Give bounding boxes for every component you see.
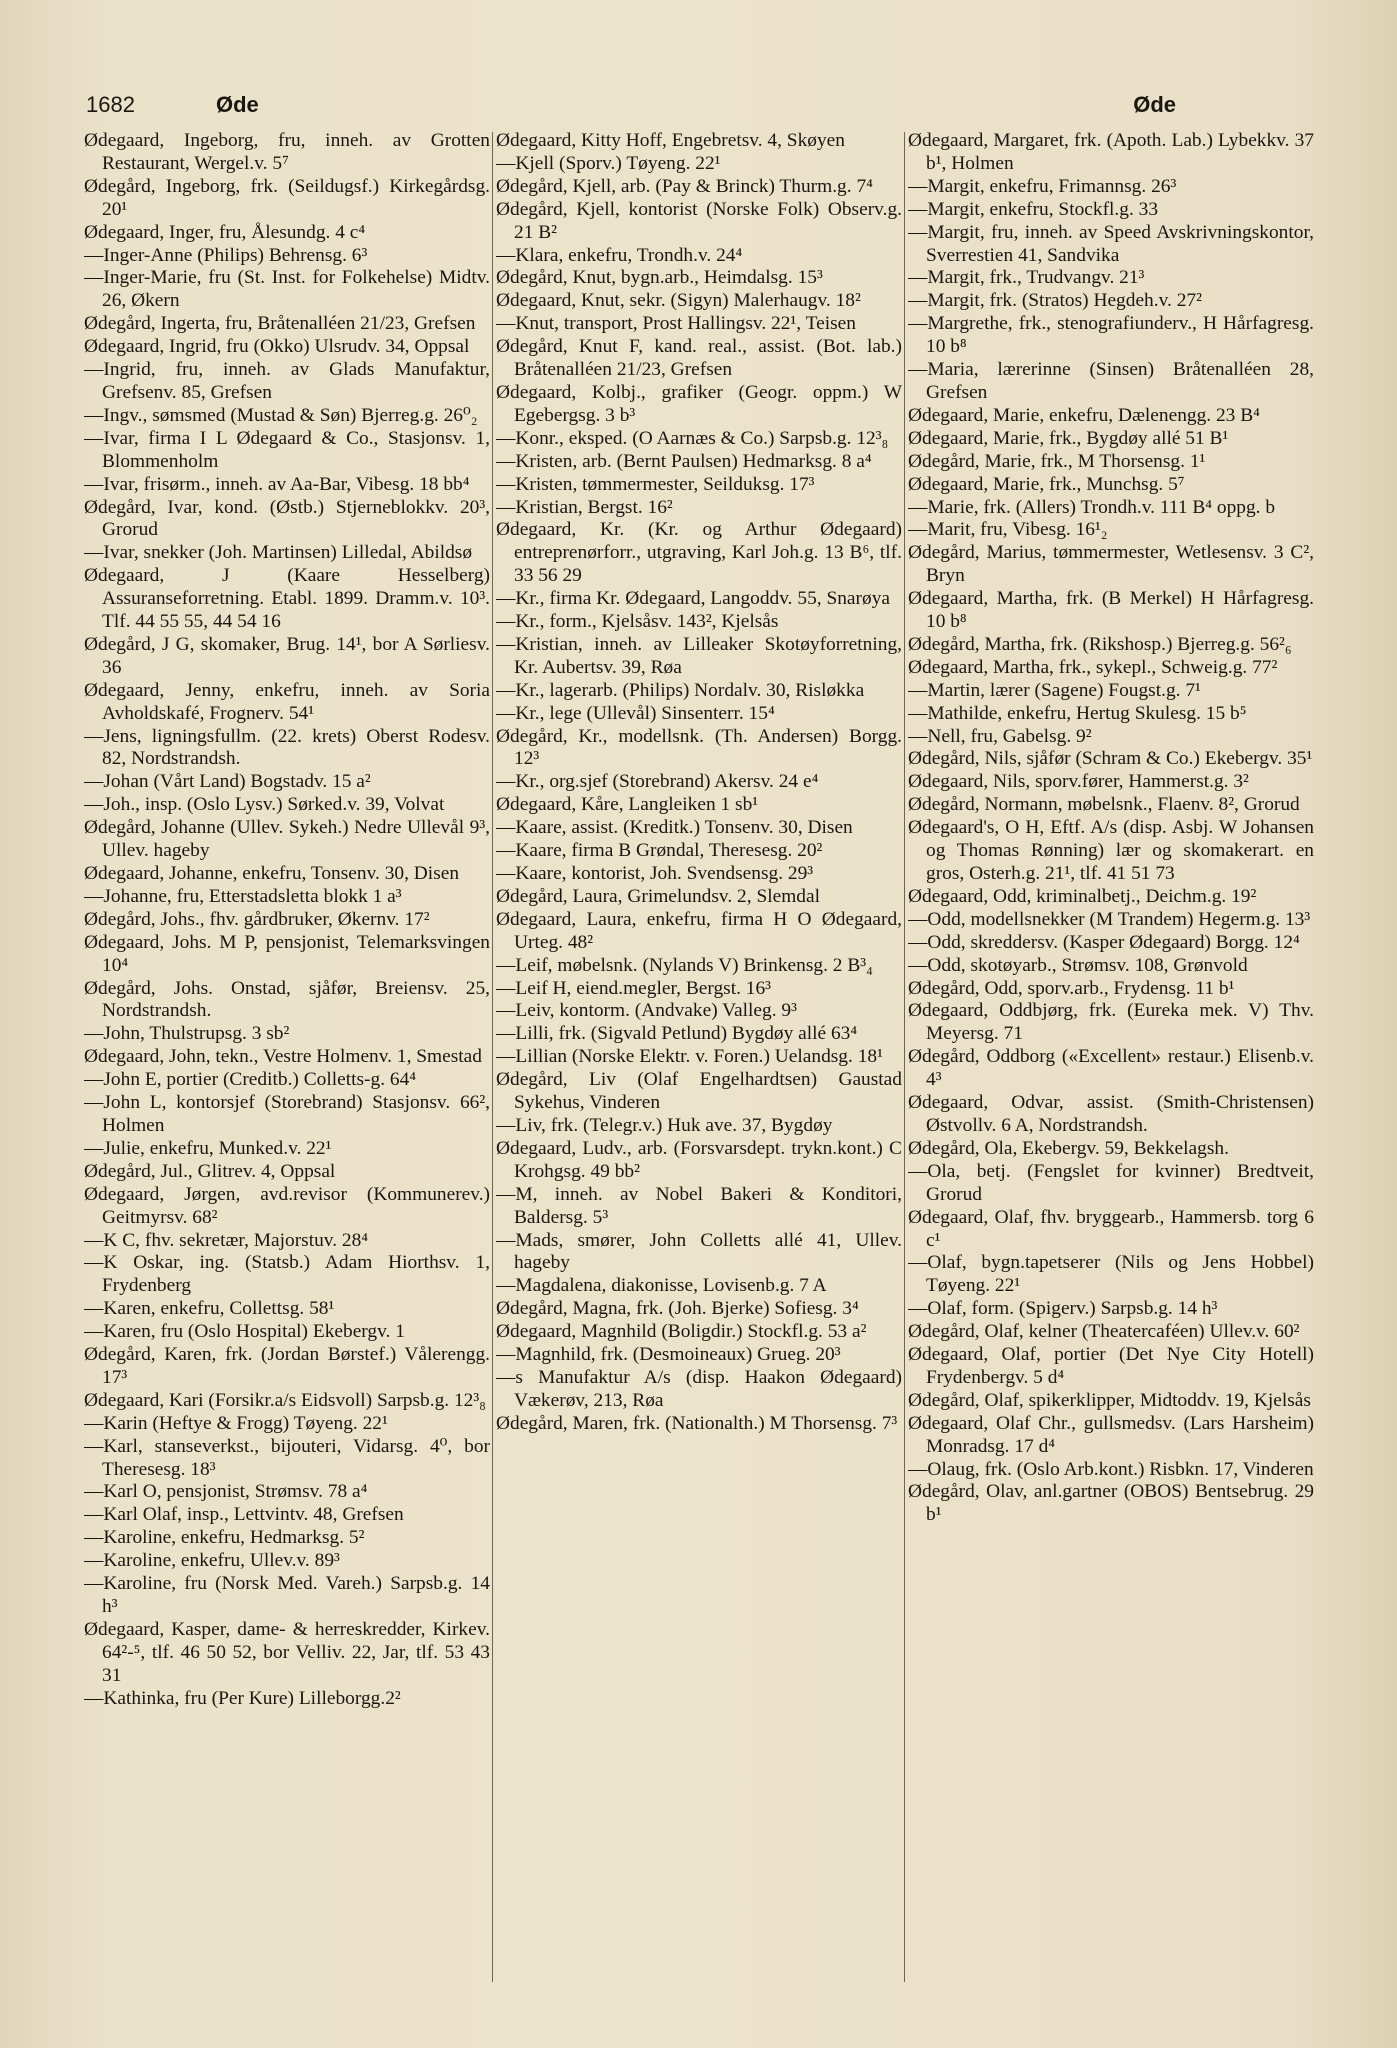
directory-entry: Ødegård, Nils, sjåfør (Schram & Co.) Ekebergv. 35¹ [908, 748, 1313, 770]
directory-entry: —Liv, frk. (Telegr.v.) Huk ave. 37, Bygdøy [496, 1114, 833, 1136]
page-number: 1682 [86, 92, 135, 117]
directory-entry: —Marit, fru, Vibesg. 16¹₂ [908, 519, 1108, 541]
directory-entry: —Ingv., sømsmed (Mustad & Søn) Bjerreg.g. 26⁰₂ [84, 404, 478, 426]
directory-entry: Ødegård, Johs., fhv. gårdbruker, Økernv. 17² [84, 908, 430, 930]
directory-entry: —Leif, møbelsnk. (Nylands V) Brinkensg. 2 B³₄ [496, 954, 873, 976]
directory-entry: Ødegaard, Kolbj., grafiker (Geogr. oppm.) W Egebergsg. 3 b³ [496, 381, 902, 426]
directory-entry: —Margit, enkefru, Stockfl.g. 33 [908, 198, 1159, 220]
directory-entry: —Nell, fru, Gabelsg. 9² [908, 725, 1092, 747]
directory-entry: —Odd, skreddersv. (Kasper Ødegaard) Borgg. 12⁴ [908, 931, 1300, 953]
directory-entry: —Ivar, frisørm., inneh. av Aa-Bar, Vibesg. 18 bb⁴ [84, 473, 470, 495]
directory-entry: —Karl, stanseverkst., bijouteri, Vidarsg. 4⁰, bor Theresesg. 18³ [84, 1435, 490, 1480]
directory-entry: —Kristian, Bergst. 16² [496, 496, 673, 518]
directory-entry: Ødegård, Olaf, spikerklipper, Midtoddv. 19, Kjelsås [908, 1389, 1311, 1411]
directory-entry: —Karoline, enkefru, Hedmarksg. 5² [84, 1527, 365, 1549]
directory-entry: —Kr., firma Kr. Ødegaard, Langoddv. 55, Snarøya [496, 588, 890, 610]
directory-entry: —Lilli, frk. (Sigvald Petlund) Bygdøy allé 63⁴ [496, 1023, 858, 1045]
directory-entry: —Ivar, firma I L Ødegaard & Co., Stasjonsv. 1, Blommenholm [84, 427, 490, 472]
directory-entry: Ødegaard, Marie, frk., Bygdøy allé 51 B¹ [908, 427, 1229, 449]
directory-entry: Ødegaard's, O H, Eftf. A/s (disp. Asbj. W Johansen og Thomas Rønning) lær og skomakerart. en gros, Osterh.g. 21¹, tlf. 41 51 73 [908, 817, 1314, 884]
directory-entry: Ødegaard, Kari (Forsikr.a/s Eidsvoll) Sarpsb.g. 12³₈ [84, 1389, 486, 1411]
directory-entry: Ødegaard, J (Kaare Hesselberg) Assuranseforretning. Etabl. 1899. Dramm.v. 10³. Tlf. 44 55 55, 44 54 16 [84, 565, 490, 633]
directory-entry: Ødegaard, Johanne, enkefru, Tonsenv. 30, Disen [84, 863, 460, 884]
directory-entry: —Karin (Heftye & Frogg) Tøyeng. 22¹ [84, 1412, 388, 1434]
directory-entry: —Magdalena, diakonisse, Lovisenb.g. 7 A [496, 1275, 827, 1297]
directory-entry: Ødegaard, Kitty Hoff, Engebretsv. 4, Skøyen [496, 130, 845, 151]
directory-entry: Ødegaard, Marie, frk., Munchsg. 5⁷ [908, 473, 1185, 495]
directory-entry: Ødegård, Ingeborg, frk. (Seildugsf.) Kirkegårdsg. 20¹ [84, 175, 490, 220]
directory-entry: —Martin, lærer (Sagene) Fougst.g. 7¹ [908, 679, 1201, 701]
directory-entry: Ødegård, Olav, anl.gartner (OBOS) Bentsebrug. 29 b¹ [908, 1481, 1314, 1526]
directory-entry: Ødegaard, Nils, sporv.fører, Hammerst.g. 3² [908, 771, 1249, 793]
directory-entry: Ødegård, Karen, frk. (Jordan Børstef.) Vålerengg. 17³ [84, 1344, 490, 1388]
directory-entry: —Konr., eksped. (O Aarnæs & Co.) Sarpsb.g. 12³₈ [496, 427, 889, 449]
directory-entry: —Julie, enkefru, Munked.v. 22¹ [84, 1137, 332, 1159]
directory-entry: —Kristen, arb. (Bernt Paulsen) Hedmarksg. 8 a⁴ [496, 450, 872, 472]
directory-entry: —Kr., lege (Ullevål) Sinsenterr. 15⁴ [496, 702, 775, 724]
directory-entry: Ødegaard, John, tekn., Vestre Holmenv. 1, Smestad [84, 1046, 482, 1068]
directory-entry: Ødegaard, Inger, fru, Ålesundg. 4 c⁴ [84, 221, 366, 243]
headword-left: Øde [216, 92, 259, 117]
directory-entry: Ødegaard, Ludv., arb. (Forsvarsdept. trykn.kont.) C Krohgsg. 49 bb² [496, 1137, 902, 1182]
directory-entry: —Leif H, eiend.megler, Bergst. 16³ [496, 977, 771, 999]
directory-entry: Ødegaard, Kåre, Langleiken 1 sb¹ [496, 794, 759, 816]
directory-entry: Ødegård, Johs. Onstad, sjåfør, Breiensv. 25, Nordstrandsh. [84, 977, 490, 1022]
directory-entry: Ødegård, Laura, Grimelundsv. 2, Slemdal [496, 885, 820, 907]
directory-entry: —Marie, frk. (Allers) Trondh.v. 111 B⁴ oppg. b [908, 496, 1276, 518]
directory-entry: Ødegaard, Martha, frk. (B Merkel) H Hårfagresg. 10 b⁸ [908, 588, 1314, 633]
directory-entry: —Kaare, kontorist, Joh. Svendsensg. 29³ [496, 863, 814, 884]
directory-entry: —Margrethe, frk., stenografiunderv., H Hårfagresg. 10 b⁸ [908, 313, 1314, 358]
directory-entry: —Johanne, fru, Etterstadsletta blokk 1 a³ [84, 885, 402, 907]
directory-entry: Ødegård, Kjell, arb. (Pay & Brinck) Thurm.g. 7⁴ [496, 175, 873, 197]
directory-entry: —Karoline, fru (Norsk Med. Vareh.) Sarpsb.g. 14 h³ [84, 1573, 490, 1617]
directory-entry: —Margit, frk., Trudvangv. 21³ [908, 267, 1145, 289]
directory-entry: Ødegård, Olaf, kelner (Theatercaféen) Ullev.v. 60² [908, 1321, 1300, 1343]
directory-entry: Ødegård, Jul., Glitrev. 4, Oppsal [84, 1160, 336, 1182]
directory-entry: —Klara, enkefru, Trondh.v. 24⁴ [496, 244, 743, 266]
directory-entry: —Karl O, pensjonist, Strømsv. 78 a⁴ [84, 1481, 368, 1503]
directory-entry: Ødegård, Kr., modellsnk. (Th. Andersen) Borgg. 12³ [496, 725, 902, 770]
directory-entry: —Karen, enkefru, Collettsg. 58¹ [84, 1298, 335, 1320]
directory-entry: —K Oskar, ing. (Statsb.) Adam Hiorthsv. 1, Frydenberg [84, 1252, 490, 1297]
directory-entry: —Lillian (Norske Elektr. v. Foren.) Uelandsg. 18¹ [496, 1046, 883, 1068]
directory-entry: Ødegaard, Ingeborg, fru, inneh. av Grotten Restaurant, Wergel.v. 5⁷ [84, 130, 490, 174]
directory-entry: —Inger-Anne (Philips) Behrensg. 6³ [84, 244, 368, 266]
directory-entry: —Kjell (Sporv.) Tøyeng. 22¹ [496, 152, 721, 174]
directory-entry: —Leiv, kontorm. (Andvake) Valleg. 9³ [496, 1000, 797, 1022]
directory-entry: —Jens, ligningsfullm. (22. krets) Oberst Rodesv. 82, Nordstrandsh. [84, 725, 490, 770]
directory-entry: Ødegård, Knut, bygn.arb., Heimdalsg. 15³ [496, 267, 823, 289]
directory-entry: —Ola, betj. (Fengslet for kvinner) Bredtveit, Grorud [908, 1160, 1314, 1205]
directory-entry: —Magnhild, frk. (Desmoineaux) Grueg. 20³ [496, 1344, 841, 1366]
directory-entry: —John, Thulstrupsg. 3 sb² [84, 1023, 290, 1045]
directory-entry: Ødegaard, Johs. M P, pensjonist, Telemarksvingen 10⁴ [84, 931, 490, 976]
directory-entry: Ødegaard, Jenny, enkefru, inneh. av Soria Avholdskafé, Frognerv. 54¹ [84, 679, 490, 724]
directory-entry: —John E, portier (Creditb.) Colletts-g. 64⁴ [84, 1069, 417, 1091]
directory-entry: —Kristen, tømmermester, Seilduksg. 17³ [496, 473, 815, 495]
directory-entry: —Olaug, frk. (Oslo Arb.kont.) Risbkn. 17, Vinderen [908, 1458, 1314, 1480]
directory-entry: —Mads, smører, John Colletts allé 41, Ullev. hageby [496, 1229, 902, 1274]
directory-entry: —Olaf, bygn.tapetserer (Nils og Jens Hobbel) Tøyeng. 22¹ [908, 1252, 1314, 1297]
directory-entry: —Margit, fru, inneh. av Speed Avskrivningskontor, Sverrestien 41, Sandvika [908, 221, 1314, 266]
directory-entry: Ødegaard, Jørgen, avd.revisor (Kommunerev.) Geitmyrsv. 68² [84, 1183, 490, 1228]
directory-entry: Ødegård, Maren, frk. (Nationalth.) M Thorsensg. 7³ [496, 1412, 898, 1434]
directory-entry: —Odd, modellsnekker (M Trandem) Hegerm.g. 13³ [908, 908, 1311, 930]
directory-entry: —Kr., form., Kjelsåsv. 143², Kjelsås [496, 611, 779, 633]
directory-entry: —Karoline, enkefru, Ullev.v. 89³ [84, 1550, 340, 1572]
directory-entry: Ødegaard, Oddbjørg, frk. (Eureka mek. V) Thv. Meyersg. 71 [908, 1000, 1314, 1045]
directory-entry: Ødegård, Knut F, kand. real., assist. (Bot. lab.) Bråtenalléen 21/23, Grefsen [496, 336, 902, 381]
directory-entry: —Inger-Marie, fru (St. Inst. for Folkehelse) Midtv. 26, Økern [84, 267, 490, 312]
directory-entry: —Ivar, snekker (Joh. Martinsen) Lilledal, Abildsø [84, 542, 473, 564]
directory-entry: —Kr., org.sjef (Storebrand) Akersv. 24 e⁴ [496, 771, 819, 793]
directory-entry: Ødegaard, Laura, enkefru, firma H O Ødegaard, Urteg. 48² [496, 908, 902, 953]
directory-entry: Ødegaard, Marie, enkefru, Dælenengg. 23 B⁴ [908, 404, 1260, 426]
directory-entry: —Olaf, form. (Spigerv.) Sarpsb.g. 14 h³ [908, 1298, 1218, 1320]
directory-entry: Ødegaard, Margaret, frk. (Apoth. Lab.) Lybekkv. 37 b¹, Holmen [908, 130, 1314, 174]
directory-entry: —Kaare, assist. (Kreditk.) Tonsenv. 30, Disen [496, 817, 853, 839]
directory-entry: —Ingrid, fru, inneh. av Glads Manufaktur, Grefsenv. 85, Grefsen [84, 359, 490, 403]
directory-entry: Ødegård, Liv (Olaf Engelhardtsen) Gaustad Sykehus, Vinderen [496, 1069, 902, 1114]
directory-entry: Ødegaard, Odd, kriminalbetj., Deichm.g. 19² [908, 885, 1257, 907]
column-3 [908, 130, 1314, 1990]
directory-entry: —Joh., insp. (Oslo Lysv.) Sørked.v. 39, Volvat [84, 794, 445, 816]
directory-entry: —K C, fhv. sekretær, Majorstuv. 28⁴ [84, 1229, 369, 1251]
directory-entry: —Johan (Vårt Land) Bogstadv. 15 a² [84, 771, 371, 793]
directory-entry: Ødegaard, Olaf, fhv. bryggearb., Hammersb. torg 6 c¹ [908, 1206, 1314, 1251]
directory-entry: —Odd, skotøyarb., Strømsv. 108, Grønvold [908, 954, 1248, 976]
column-1 [84, 130, 490, 1990]
directory-entry: Ødegård, Kjell, kontorist (Norske Folk) Observ.g. 21 B² [496, 198, 902, 243]
directory-entry: Ødegaard, Martha, frk., sykepl., Schweig.g. 77² [908, 656, 1278, 678]
directory-entry: —Margit, enkefru, Frimannsg. 26³ [908, 175, 1177, 197]
directory-entry: —Kr., lagerarb. (Philips) Nordalv. 30, Risløkka [496, 679, 865, 701]
directory-entry: Ødegård, Martha, frk. (Rikshosp.) Bjerreg.g. 56²₆ [908, 633, 1292, 655]
directory-entry: Ødegård, Ivar, kond. (Østb.) Stjerneblokkv. 20³, Grorud [84, 496, 490, 541]
entry-columns [84, 130, 1314, 1990]
directory-entry: Ødegård, Magna, frk. (Joh. Bjerke) Sofiesg. 3⁴ [496, 1298, 859, 1320]
directory-entry: Ødegaard, Knut, sekr. (Sigyn) Malerhaugv. 18² [496, 290, 861, 312]
directory-entry: Ødegård, Ingerta, fru, Bråtenalléen 21/23, Grefsen [84, 313, 476, 335]
directory-entry: —Kathinka, fru (Per Kure) Lilleborgg.2² [84, 1687, 401, 1709]
directory-entry: Ødegaard, Olaf Chr., gullsmedsv. (Lars Harsheim) Monradsg. 17 d⁴ [908, 1412, 1314, 1457]
directory-entry: Ødegård, Ola, Ekebergv. 59, Bekkelagsh. [908, 1137, 1229, 1159]
directory-entry: Ødegaard, Kr. (Kr. og Arthur Ødegaard) entreprenørforr., utgraving, Karl Joh.g. 13 B⁶, tlf. 33 56 29 [496, 519, 902, 587]
directory-entry: Ødegaard, Magnhild (Boligdir.) Stockfl.g. 53 a² [496, 1321, 867, 1343]
directory-entry: Ødegård, Johanne (Ullev. Sykeh.) Nedre Ullevål 9³, Ullev. hageby [84, 817, 490, 862]
directory-entry: Ødegaard, Ingrid, fru (Okko) Ulsrudv. 34, Oppsal [84, 336, 470, 358]
directory-entry: Ødegaard, Olaf, portier (Det Nye City Hotell) Frydenbergv. 5 d⁴ [908, 1344, 1314, 1388]
directory-entry: —Karen, fru (Oslo Hospital) Ekebergv. 1 [84, 1321, 405, 1343]
directory-entry: —John L, kontorsjef (Storebrand) Stasjonsv. 66², Holmen [84, 1092, 490, 1136]
directory-entry: Ødegaard, Odvar, assist. (Smith-Christensen) Østvollv. 6 A, Nordstrandsh. [908, 1092, 1314, 1136]
directory-entry: —Margit, frk. (Stratos) Hegdeh.v. 27² [908, 290, 1202, 312]
directory-entry: —Kristian, inneh. av Lilleaker Skotøyforretning, Kr. Aubertsv. 39, Røa [496, 633, 902, 678]
column-divider [904, 132, 905, 1982]
directory-entry: Ødegaard, Kasper, dame- & herreskredder, Kirkev. 64²-⁵, tlf. 46 50 52, bor Velliv. 22, Jar, tlf. 53 43 31 [84, 1618, 490, 1686]
directory-entry: Ødegård, Marie, frk., M Thorsensg. 1¹ [908, 450, 1206, 472]
directory-entry: Ødegård, Marius, tømmermester, Wetlesensv. 3 C², Bryn [908, 542, 1314, 587]
directory-entry: Ødegård, J G, skomaker, Brug. 14¹, bor A Sørliesv. 36 [84, 633, 490, 678]
directory-entry: Ødegård, Normann, møbelsnk., Flaenv. 8², Grorud [908, 794, 1300, 816]
directory-entry: —M, inneh. av Nobel Bakeri & Konditori, Baldersg. 5³ [496, 1183, 902, 1228]
directory-entry: —Knut, transport, Prost Hallingsv. 22¹, Teisen [496, 313, 856, 335]
page-header [86, 88, 1311, 124]
column-divider [492, 132, 493, 1982]
directory-entry: —s Manufaktur A/s (disp. Haakon Ødegaard) Vækerøv, 213, Røa [496, 1366, 902, 1411]
headword-right: Øde [1133, 92, 1176, 117]
directory-entry: —Kaare, firma B Grøndal, Theresesg. 20² [496, 840, 823, 862]
directory-entry: Ødegård, Odd, sporv.arb., Frydensg. 11 b¹ [908, 977, 1235, 999]
directory-entry: Ødegård, Oddborg («Excellent» restaur.) Elisenb.v. 4³ [908, 1046, 1314, 1091]
column-2 [496, 130, 902, 1990]
directory-entry: —Maria, lærerinne (Sinsen) Bråtenalléen 28, Grefsen [908, 359, 1314, 403]
directory-entry: —Mathilde, enkefru, Hertug Skulesg. 15 b⁵ [908, 702, 1247, 724]
directory-entry: —Karl Olaf, insp., Lettvintv. 48, Grefsen [84, 1504, 404, 1526]
